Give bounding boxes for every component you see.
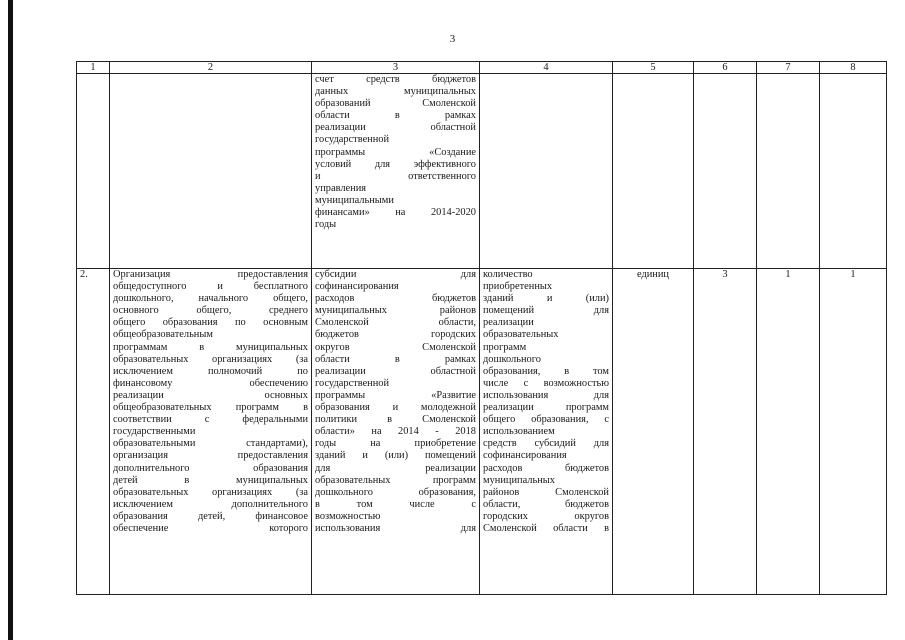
row1-name-cell bbox=[110, 74, 312, 269]
header-cell-1: 1 bbox=[77, 62, 110, 74]
header-cell-7: 7 bbox=[757, 62, 820, 74]
cell-text-line: зданий и (или) bbox=[483, 293, 609, 305]
cell-text-line: расходов бюджетов bbox=[483, 462, 609, 474]
row1-value-cell-7 bbox=[757, 74, 820, 269]
row2-name-cell bbox=[110, 269, 312, 595]
cell-text-line: образовательных bbox=[483, 329, 559, 341]
cell-text-line: муниципальных районов bbox=[315, 305, 476, 317]
row2-value-cell-6: 3 bbox=[694, 269, 757, 595]
cell-text-line: Организация предоставления bbox=[113, 269, 308, 280]
cell-text-line: зданий и (или) помещений bbox=[315, 450, 476, 462]
cell-text-line: и ответственного bbox=[315, 170, 476, 182]
cell-text-line: приобретенных bbox=[483, 281, 553, 293]
cell-text-line: общедоступного и бесплатного bbox=[113, 281, 308, 293]
row2-value-cell-7: 1 bbox=[757, 269, 820, 595]
cell-text-line: для реализации bbox=[315, 462, 476, 474]
cell-text-line: общеобразовательным bbox=[113, 329, 213, 341]
header-cell-6: 6 bbox=[694, 62, 757, 74]
cell-text-line: возможностью bbox=[315, 510, 381, 522]
cell-text-line: общего образования по основным bbox=[113, 317, 308, 329]
cell-text-line: программам в муниципальных bbox=[113, 341, 308, 353]
cell-text-line: дошкольного, начального общего, bbox=[113, 293, 308, 305]
cell-text-line: управления bbox=[315, 182, 367, 194]
cell-text-line: образований Смоленской bbox=[315, 98, 476, 110]
page-number: 3 bbox=[449, 33, 456, 45]
cell-text-line: детей в муниципальных bbox=[113, 474, 308, 486]
scan-edge-bar bbox=[8, 0, 13, 640]
cell-text-line: условий для эффективного bbox=[315, 158, 476, 170]
cell-text-line: исключением полномочий по bbox=[113, 365, 308, 377]
row1-value-cell-8 bbox=[820, 74, 887, 269]
cell-text-line: реализации областной bbox=[315, 365, 476, 377]
cell-text-line: дошкольного образования, bbox=[315, 486, 476, 498]
cell-text-line: городских округов bbox=[483, 510, 609, 522]
header-cell-3: 3 bbox=[312, 62, 480, 74]
cell-text-line: количество bbox=[483, 269, 533, 280]
cell-text-line: финансовому обеспечению bbox=[113, 377, 308, 389]
cell-text-line: реализации областной bbox=[315, 122, 476, 134]
cell-text-line: программы «Развитие bbox=[315, 389, 476, 401]
cell-text-line: политики в Смоленской bbox=[315, 414, 476, 426]
cell-text-line: расходов бюджетов bbox=[315, 293, 476, 305]
cell-text-line: государственной bbox=[315, 377, 390, 389]
cell-text-line: муниципальных bbox=[483, 474, 555, 486]
table-row-continuation bbox=[77, 74, 887, 269]
program-table bbox=[76, 61, 887, 595]
cell-text-line: дошкольного bbox=[483, 353, 541, 365]
cell-text-line: образовательных организациях (за bbox=[113, 353, 308, 365]
cell-text-line: реализации основных bbox=[113, 389, 308, 401]
cell-text-line: средств субсидий для bbox=[483, 438, 609, 450]
cell-text-line: финансами» на 2014-2020 bbox=[315, 207, 476, 219]
cell-text-line: годы bbox=[315, 219, 337, 231]
cell-text-line: программ bbox=[483, 341, 527, 353]
header-cell-4: 4 bbox=[480, 62, 613, 74]
cell-text-line: обеспечение которого bbox=[113, 522, 308, 534]
cell-text-line: помещений для bbox=[483, 305, 609, 317]
cell-text-line: образовательных организациях (за bbox=[113, 486, 308, 498]
header-cell-5: 5 bbox=[613, 62, 694, 74]
cell-text-line: общеобразовательных программ в bbox=[113, 402, 308, 414]
cell-text-line: округов Смоленской bbox=[315, 341, 476, 353]
cell-text-line: области» на 2014 - 2018 bbox=[315, 426, 476, 438]
header-row bbox=[77, 62, 887, 74]
cell-text-line: использованием bbox=[483, 426, 555, 438]
table-row-2 bbox=[77, 269, 887, 595]
cell-text-line: годы на приобретение bbox=[315, 438, 476, 450]
cell-text-line: использования для bbox=[315, 522, 476, 534]
cell-text-line: программы «Создание bbox=[315, 146, 476, 158]
cell-text-line: районов Смоленской bbox=[483, 486, 609, 498]
cell-text-line: области в рамках bbox=[315, 110, 476, 122]
cell-text-line: реализации программ bbox=[483, 402, 609, 414]
header-cell-8: 8 bbox=[820, 62, 887, 74]
cell-text-line: в том числе с bbox=[315, 498, 476, 510]
cell-text-line: исключением дополнительного bbox=[113, 498, 308, 510]
cell-text-line: организация предоставления bbox=[113, 450, 308, 462]
cell-text-line: числе с возможностью bbox=[483, 377, 609, 389]
cell-text-line: области в рамках bbox=[315, 353, 476, 365]
row1-value-cell-6 bbox=[694, 74, 757, 269]
cell-text-line: соответствии с федеральными bbox=[113, 414, 308, 426]
cell-text-line: муниципальными bbox=[315, 194, 394, 206]
cell-text-line: счет средств бюджетов bbox=[315, 74, 476, 85]
cell-text-line: дополнительного образования bbox=[113, 462, 308, 474]
row2-indicator-cell bbox=[480, 269, 613, 595]
cell-text-line: государственной bbox=[315, 134, 390, 146]
cell-text-line: области, бюджетов bbox=[483, 498, 609, 510]
row1-number-cell bbox=[77, 74, 110, 269]
cell-text-line: образовательных программ bbox=[315, 474, 476, 486]
row2-subsidy-cell bbox=[312, 269, 480, 595]
cell-text-line: реализации bbox=[483, 317, 534, 329]
cell-text-line: использования для bbox=[483, 389, 609, 401]
cell-text-line: государственными bbox=[113, 426, 196, 438]
cell-text-line: софинансирования bbox=[483, 450, 567, 462]
header-cell-2: 2 bbox=[110, 62, 312, 74]
cell-text-line: основного общего, среднего bbox=[113, 305, 308, 317]
cell-text-line: Смоленской области, bbox=[315, 317, 476, 329]
row2-value-cell-8: 1 bbox=[820, 269, 887, 595]
cell-text-line: образования детей, финансовое bbox=[113, 510, 308, 522]
cell-text-line: субсидии для bbox=[315, 269, 476, 280]
cell-text-line: общего образования, с bbox=[483, 414, 609, 426]
cell-text-line: бюджетов городских bbox=[315, 329, 476, 341]
cell-text-line: образования и молодежной bbox=[315, 402, 476, 414]
cell-text-line: образования, в том bbox=[483, 365, 609, 377]
cell-text-line: Смоленской области в bbox=[483, 522, 609, 534]
row2-unit-cell: единиц bbox=[613, 269, 694, 595]
cell-text-line: данных муниципальных bbox=[315, 86, 476, 98]
row1-subsidy-cell bbox=[312, 74, 480, 269]
cell-text-line: софинансирования bbox=[315, 281, 399, 293]
cell-text-line: образовательными стандартами), bbox=[113, 438, 308, 450]
row1-indicator-cell bbox=[480, 74, 613, 269]
row1-unit-cell bbox=[613, 74, 694, 269]
row2-number-cell: 2. bbox=[77, 269, 110, 595]
